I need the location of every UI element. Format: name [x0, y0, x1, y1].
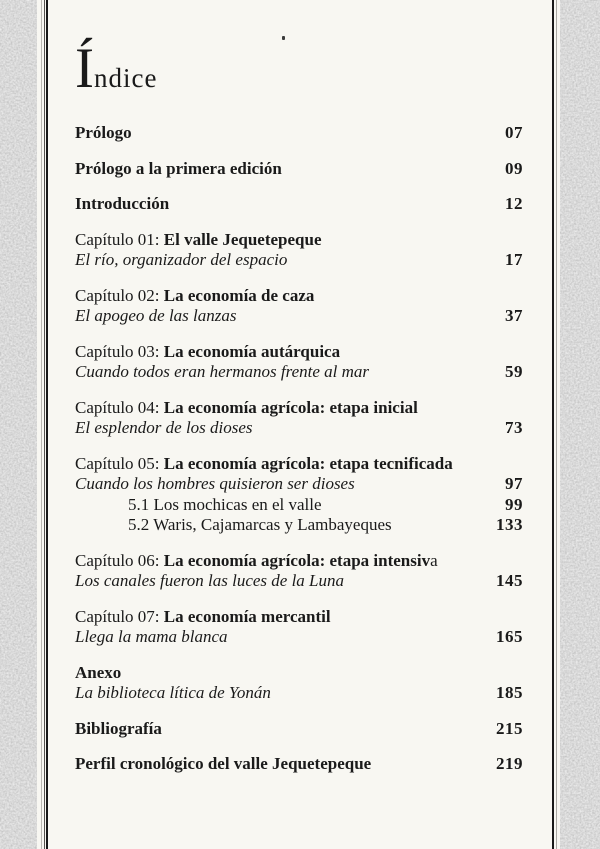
chapter-prefix: Capítulo 05: [75, 453, 164, 473]
toc-entry [75, 551, 523, 592]
page-number: 165 [496, 627, 523, 646]
toc-entry [75, 754, 523, 775]
left-margin-texture [0, 0, 37, 849]
right-margin-texture [560, 0, 600, 849]
chapter-prefix: Capítulo 04: [75, 397, 164, 417]
chapter-prefix: Capítulo 07: [75, 606, 164, 626]
subitem-label: 5.1 Los mochicas en el valle [128, 494, 322, 514]
toc-entry [75, 286, 523, 327]
toc-entry [75, 719, 523, 740]
entry-label: Introducción [75, 194, 170, 213]
chapter-title: Anexo [75, 662, 122, 682]
chapter-title: La economía autárquica [163, 341, 341, 361]
page-number: 97 [505, 474, 523, 493]
chapter-subtitle: Cuando los hombres quisieron ser dioses [75, 474, 355, 493]
chapter-title-tail: a [430, 550, 438, 570]
chapter-subtitle: Cuando todos eran hermanos frente al mar [75, 362, 370, 381]
chapter-title: La economía mercantil [163, 606, 331, 626]
page-number: 99 [505, 494, 523, 514]
chapter-title: La economía agrícola: etapa intensiv [163, 550, 431, 570]
page-number: 17 [505, 250, 523, 269]
toc-entry [75, 607, 523, 648]
page-title [75, 37, 523, 100]
page-title-rest: ndice [93, 63, 158, 93]
chapter-prefix: Capítulo 01: [75, 229, 164, 249]
toc-entry [75, 342, 523, 383]
toc-entry [75, 663, 523, 704]
chapter-prefix: Capítulo 02: [75, 285, 164, 305]
page-number: 185 [496, 683, 523, 702]
left-rule-mid [44, 0, 45, 849]
right-rule-thick [552, 0, 554, 849]
page-number: 09 [505, 158, 523, 178]
entry-label: Bibliografía [75, 718, 162, 738]
chapter-subtitle: Llega la mama blanca [75, 627, 228, 646]
content-area [48, 0, 552, 849]
page-number: 59 [505, 362, 523, 381]
page-number: 12 [505, 194, 523, 213]
chapter-prefix: Capítulo 03: [75, 341, 164, 361]
toc-entry [75, 398, 523, 439]
chapter-title: La economía agrícola: etapa tecnificada [163, 453, 453, 473]
page-number: 215 [496, 718, 523, 738]
toc-entry [75, 454, 523, 536]
left-rule-thin [41, 0, 42, 849]
table-of-contents [75, 123, 523, 775]
subitem-label: 5.2 Waris, Cajamarcas y Lambayeques [128, 515, 392, 534]
chapter-subtitle: El esplendor de los dioses [75, 418, 253, 437]
page-number: 73 [505, 418, 523, 437]
chapter-subtitle: El río, organizador del espacio [75, 250, 288, 269]
page-number: 133 [496, 515, 523, 534]
chapter-subtitle: Los canales fueron las luces de la Luna [75, 571, 344, 590]
toc-entry [75, 194, 523, 215]
entry-label: Prólogo [75, 123, 132, 142]
toc-entry [75, 159, 523, 180]
chapter-title: La economía de caza [163, 285, 315, 305]
right-rule-faint [556, 0, 557, 849]
entry-label: Perfil cronológico del valle Jequetepeque [75, 754, 372, 773]
page-number: 145 [496, 571, 523, 590]
entry-label: Prólogo a la primera edición [75, 158, 282, 178]
page-number: 37 [505, 306, 523, 325]
chapter-title: La economía agrícola: etapa inicial [163, 397, 418, 417]
chapter-title: El valle Jequetepeque [163, 229, 322, 249]
toc-entry [75, 230, 523, 271]
page-number: 219 [496, 754, 523, 773]
chapter-subtitle: La biblioteca lítica de Yonán [75, 683, 271, 702]
chapter-subtitle: El apogeo de las lanzas [75, 306, 237, 325]
chapter-prefix: Capítulo 06: [75, 550, 164, 570]
toc-entry [75, 123, 523, 144]
page-number: 07 [505, 123, 523, 142]
page-title-initial: Í [75, 37, 94, 100]
